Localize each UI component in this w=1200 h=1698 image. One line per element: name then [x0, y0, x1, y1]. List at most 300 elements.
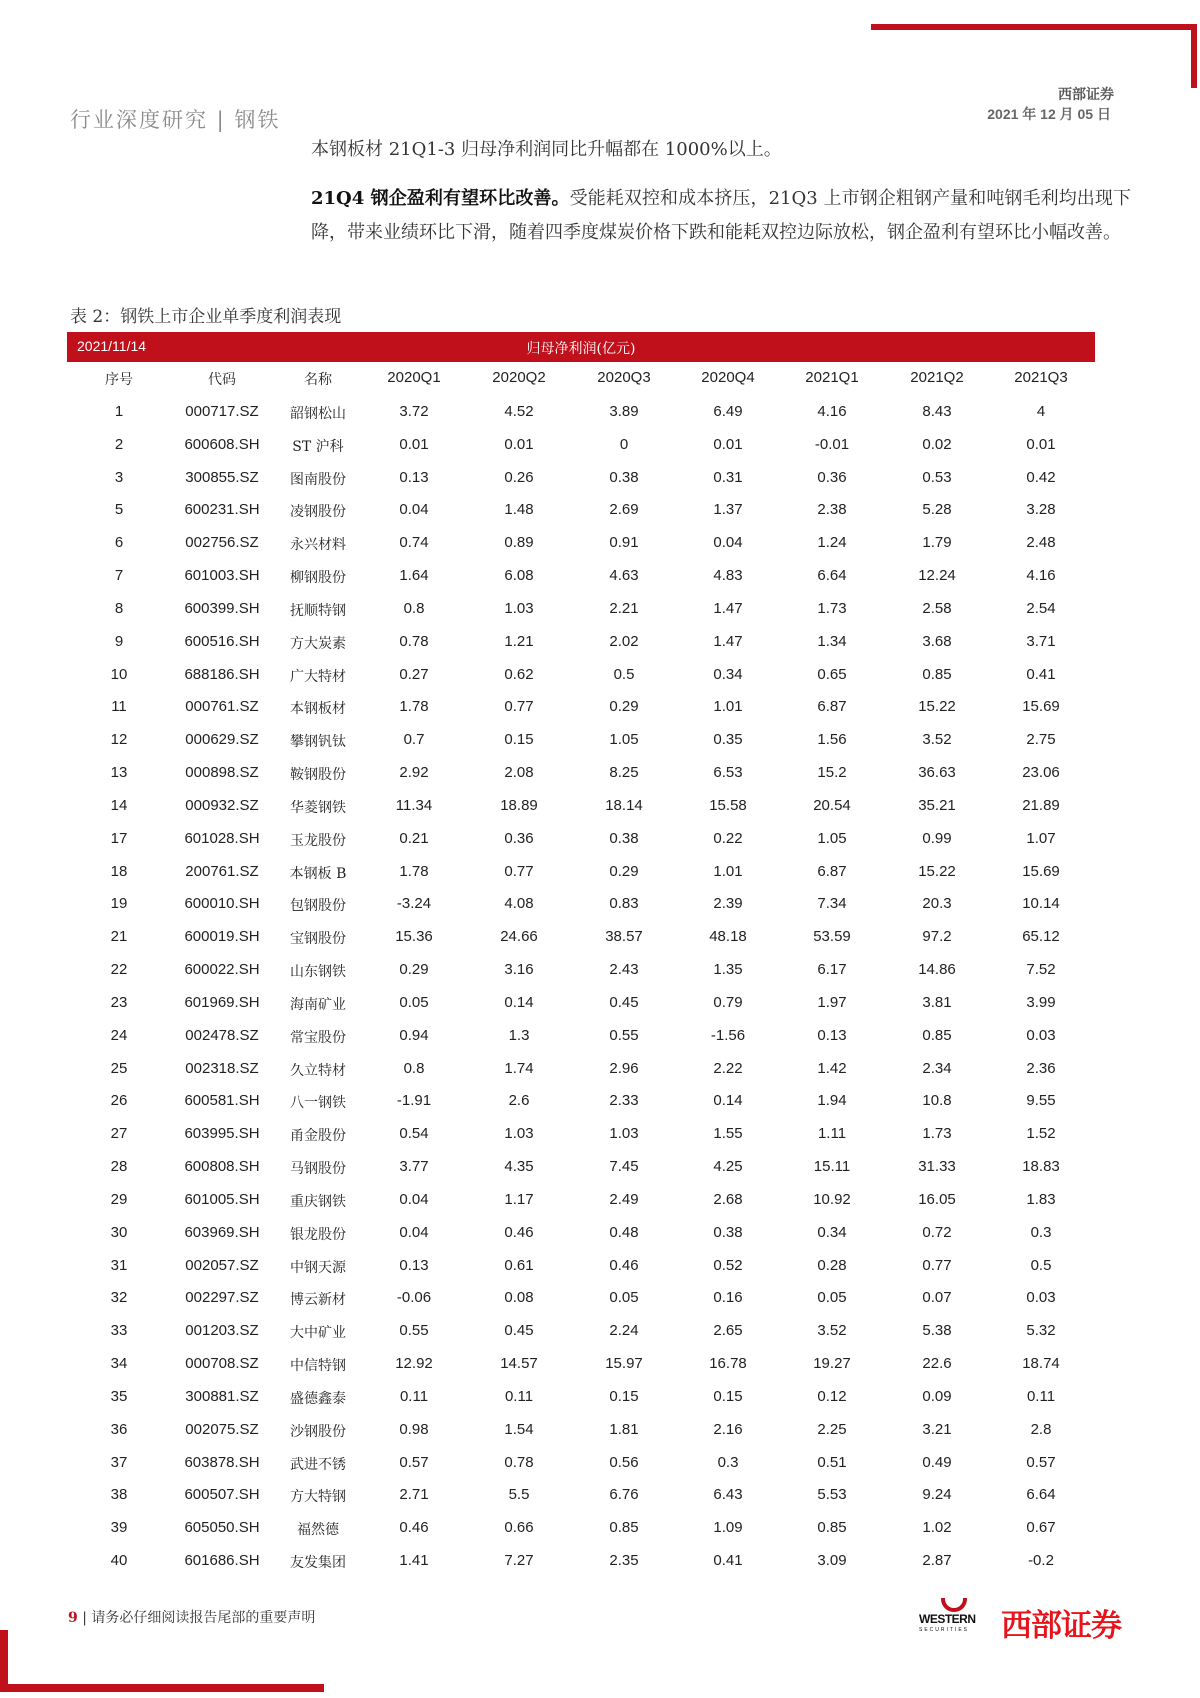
cell-2021q1: -0.01 — [814, 435, 850, 453]
cell-name: 友发集团 — [290, 1555, 346, 1572]
cell-seq: 39 — [110, 1519, 128, 1537]
cell-name: 方大炭素 — [290, 635, 346, 652]
top-red-rule-vertical — [1191, 24, 1197, 88]
cell-2021q1: 1.24 — [817, 534, 847, 552]
cell-name: 八一钢铁 — [290, 1095, 346, 1112]
table-row — [0, 1060, 1200, 1084]
cell-2021q1: 0.12 — [817, 1387, 847, 1405]
table-row — [0, 1552, 1200, 1576]
cell-2021q1: 1.56 — [817, 731, 847, 749]
column-header-seq: 序号 — [105, 372, 133, 388]
cell-2021q3: 0.01 — [1026, 435, 1056, 453]
column-header-2020q2: 2020Q2 — [492, 369, 546, 386]
table-row — [0, 1158, 1200, 1182]
cell-2021q3: 2.48 — [1026, 534, 1056, 552]
cell-2021q2: 22.6 — [922, 1355, 952, 1373]
cell-name: 本钢板 B — [289, 865, 347, 882]
cell-2020q1: 0.13 — [399, 468, 429, 486]
cell-2021q3: 0.57 — [1026, 1453, 1056, 1471]
cell-2021q2: 0.49 — [922, 1453, 952, 1471]
cell-2021q2: 35.21 — [918, 796, 956, 814]
cell-2021q2: 31.33 — [918, 1158, 956, 1176]
cell-seq: 7 — [114, 567, 124, 585]
table-caption: 表 2：钢铁上市企业单季度利润表现 — [70, 307, 342, 327]
cell-seq: 29 — [110, 1190, 128, 1208]
cell-code: 200761.SZ — [185, 862, 259, 880]
cell-2020q4: 0.34 — [713, 665, 743, 683]
cell-2021q2: 15.22 — [918, 698, 956, 716]
cell-2020q3: 3.89 — [609, 403, 639, 420]
cell-2020q1: 0.8 — [403, 599, 425, 617]
cell-2020q2: 4.08 — [504, 895, 534, 913]
cell-seq: 25 — [110, 1059, 128, 1077]
cell-name: 大中矿业 — [290, 1325, 346, 1342]
cell-2021q3: 9.55 — [1026, 1092, 1056, 1110]
cell-2020q1: 1.78 — [399, 862, 429, 880]
cell-2021q2: 3.21 — [922, 1420, 952, 1438]
cell-2020q4: 0.22 — [713, 829, 743, 847]
table-row — [0, 928, 1200, 952]
logo-subtitle: SECURITIES — [919, 1627, 970, 1633]
cell-2020q1: 0.13 — [399, 1256, 429, 1274]
table-row — [0, 1257, 1200, 1281]
cell-2020q1: 0.98 — [399, 1420, 429, 1438]
cell-2021q2: 3.68 — [922, 632, 952, 650]
cell-2021q1: 0.05 — [817, 1289, 847, 1307]
cell-seq: 24 — [110, 1026, 128, 1044]
cell-code: 002297.SZ — [185, 1289, 259, 1307]
cell-2021q3: 0.42 — [1026, 468, 1056, 486]
cell-2021q1: 10.92 — [813, 1190, 851, 1208]
cell-2020q1: 3.77 — [399, 1158, 429, 1176]
cell-2021q2: 2.87 — [922, 1552, 952, 1570]
cell-2020q2: 1.17 — [504, 1190, 534, 1208]
cell-seq: 21 — [110, 928, 128, 946]
table-row — [0, 501, 1200, 525]
cell-2021q3: 4 — [1036, 403, 1046, 420]
cell-seq: 34 — [110, 1355, 128, 1373]
cell-code: 605050.SH — [184, 1519, 260, 1537]
cell-2020q2: 7.27 — [504, 1552, 534, 1570]
cell-name: 攀钢钒钛 — [290, 734, 346, 751]
cell-2020q1: 1.64 — [399, 567, 429, 585]
cell-2021q3: 0.03 — [1026, 1289, 1056, 1307]
cell-2021q2: 20.3 — [922, 895, 952, 913]
cell-name: 玉龙股份 — [290, 832, 346, 849]
cell-2021q1: 2.38 — [817, 501, 847, 519]
cell-code: 600231.SH — [184, 501, 260, 519]
cell-2020q3: 2.24 — [609, 1322, 639, 1340]
cell-2021q3: 1.52 — [1026, 1125, 1056, 1143]
cell-2020q1: 11.34 — [395, 796, 433, 814]
cell-2020q2: 0.15 — [504, 731, 534, 749]
paragraph-2-lead: 21Q4 钢企盈利有望环比改善。 — [311, 188, 570, 209]
cell-2020q2: 0.01 — [504, 435, 534, 453]
cell-seq: 27 — [110, 1125, 128, 1143]
cell-seq: 40 — [110, 1552, 128, 1570]
cell-2020q2: 3.16 — [504, 961, 534, 979]
cell-code: 600808.SH — [184, 1158, 260, 1176]
cell-code: 688186.SH — [184, 665, 260, 683]
cell-seq: 32 — [110, 1289, 128, 1307]
cell-code: 000932.SZ — [185, 796, 259, 814]
footer-separator: | — [82, 1610, 87, 1626]
cell-2021q1: 0.85 — [817, 1519, 847, 1537]
cell-seq: 9 — [114, 632, 124, 650]
cell-2020q4: 6.43 — [713, 1486, 743, 1504]
cell-2020q3: 2.43 — [609, 961, 639, 979]
cell-2020q3: 0.5 — [613, 665, 635, 683]
cell-2021q2: 0.99 — [922, 829, 952, 847]
cell-2020q3: 2.96 — [609, 1059, 639, 1077]
cell-name: 图南股份 — [290, 471, 346, 488]
cell-2021q1: 1.97 — [817, 993, 847, 1011]
cell-2020q3: 0.85 — [609, 1519, 639, 1537]
cell-2020q2: 14.57 — [500, 1355, 538, 1373]
table-row — [0, 1486, 1200, 1510]
cell-seq: 14 — [110, 796, 128, 814]
cell-2020q2: 18.89 — [500, 796, 538, 814]
cell-2020q2: 1.48 — [504, 501, 534, 519]
table-row — [0, 1519, 1200, 1543]
cell-2020q3: 4.63 — [609, 567, 639, 585]
cell-2021q3: 0.3 — [1030, 1223, 1052, 1241]
cell-2020q2: 0.77 — [504, 698, 534, 716]
cell-2021q3: 0.41 — [1026, 665, 1056, 683]
cell-2020q4: 2.39 — [713, 895, 743, 913]
cell-code: 000708.SZ — [185, 1355, 259, 1373]
cell-2020q4: 2.68 — [713, 1190, 743, 1208]
cell-name: 韶钢松山 — [290, 406, 346, 422]
cell-2021q1: 53.59 — [813, 928, 851, 946]
cell-2021q1: 6.87 — [817, 698, 847, 716]
cell-2020q4: 0.14 — [713, 1092, 743, 1110]
cell-2020q2: 0.62 — [504, 665, 534, 683]
cell-2021q2: 15.22 — [918, 862, 956, 880]
top-red-rule — [871, 24, 1197, 30]
cell-name: 重庆钢铁 — [290, 1193, 346, 1210]
column-header-name: 名称 — [304, 372, 332, 388]
cell-name: 柳钢股份 — [290, 570, 346, 587]
table-row — [0, 1421, 1200, 1445]
cell-2020q4: 15.58 — [709, 796, 747, 814]
cell-2020q4: 2.16 — [713, 1420, 743, 1438]
cell-seq: 23 — [110, 993, 128, 1011]
cell-2021q1: 1.05 — [817, 829, 847, 847]
cell-2020q1: 0.46 — [399, 1519, 429, 1537]
table-row — [0, 1454, 1200, 1478]
cell-name: 中信特钢 — [290, 1358, 346, 1375]
cell-2020q4: 0.15 — [713, 1387, 743, 1405]
cell-seq: 30 — [110, 1223, 128, 1241]
paragraph-1: 本钢板材 21Q1-3 归母净利润同比升幅都在 1000%以上。 — [311, 139, 782, 160]
cell-2020q1: 0.78 — [399, 632, 429, 650]
cell-code: 603878.SH — [184, 1453, 260, 1471]
cell-2021q1: 5.53 — [817, 1486, 847, 1504]
cell-code: 002318.SZ — [185, 1059, 259, 1077]
cell-2021q3: 3.99 — [1026, 993, 1056, 1011]
column-header-2021q1: 2021Q1 — [805, 369, 859, 386]
cell-2021q1: 0.51 — [817, 1453, 847, 1471]
cell-2020q4: 2.22 — [713, 1059, 743, 1077]
cell-2020q3: 0.29 — [609, 698, 639, 716]
cell-code: 600608.SH — [184, 435, 260, 453]
cell-code: 002478.SZ — [185, 1026, 259, 1044]
cell-name: 博云新材 — [290, 1292, 346, 1309]
cell-2020q3: 8.25 — [609, 764, 639, 782]
cell-2021q2: 5.28 — [922, 501, 952, 519]
cell-2020q1: 0.27 — [399, 665, 429, 683]
cell-2021q2: 0.85 — [922, 1026, 952, 1044]
cell-name: 山东钢铁 — [290, 964, 346, 981]
cell-2021q1: 15.2 — [817, 764, 847, 782]
table-row — [0, 1322, 1200, 1346]
cell-2020q3: 0.38 — [609, 829, 639, 847]
cell-2021q3: 1.07 — [1026, 829, 1056, 847]
cell-2020q1: 3.72 — [399, 403, 429, 420]
cell-2021q1: 1.73 — [817, 599, 847, 617]
table-row — [0, 666, 1200, 690]
cell-2020q3: 2.21 — [609, 599, 639, 617]
cell-2020q2: 1.21 — [504, 632, 534, 650]
cell-2020q3: 0.45 — [609, 993, 639, 1011]
cell-2021q1: 0.34 — [817, 1223, 847, 1241]
cell-name: 包钢股份 — [290, 898, 346, 915]
cell-name: 福然德 — [297, 1522, 339, 1539]
cell-2021q2: 5.38 — [922, 1322, 952, 1340]
cell-2021q1: 7.34 — [817, 895, 847, 913]
cell-2020q1: 0.55 — [399, 1322, 429, 1340]
cell-name: 广大特材 — [290, 668, 346, 685]
cell-2021q3: 2.8 — [1030, 1420, 1052, 1438]
table-date: 2021/11/14 — [77, 338, 147, 354]
cell-2020q2: 0.46 — [504, 1223, 534, 1241]
column-header-2021q3: 2021Q3 — [1014, 369, 1068, 386]
cell-2020q1: 1.78 — [399, 698, 429, 716]
cell-seq: 38 — [110, 1486, 128, 1504]
cell-2020q1: 0.29 — [399, 961, 429, 979]
cell-2021q2: 1.73 — [922, 1125, 952, 1143]
cell-2020q1: 0.74 — [399, 534, 429, 552]
cell-2020q3: 0.15 — [609, 1387, 639, 1405]
cell-2021q3: 6.64 — [1026, 1486, 1056, 1504]
cell-name: 本钢板材 — [290, 701, 346, 718]
cell-2020q4: 0.01 — [713, 435, 743, 453]
cell-2020q3: 6.76 — [609, 1486, 639, 1504]
cell-2020q2: 4.52 — [504, 403, 534, 420]
page-number: 9 — [68, 1610, 78, 1626]
cell-2020q4: 1.55 — [713, 1125, 743, 1143]
cell-2020q4: 1.47 — [713, 632, 743, 650]
cell-seq: 37 — [110, 1453, 128, 1471]
cell-2020q4: 16.78 — [709, 1355, 747, 1373]
cell-2020q3: 0.46 — [609, 1256, 639, 1274]
cell-2021q2: 16.05 — [918, 1190, 956, 1208]
cell-2020q1: -3.24 — [396, 895, 432, 913]
cell-2021q2: 1.02 — [922, 1519, 952, 1537]
cell-2021q2: 3.81 — [922, 993, 952, 1011]
table-row — [0, 1191, 1200, 1215]
cell-code: 300855.SZ — [185, 468, 259, 486]
cell-2020q2: 2.6 — [508, 1092, 530, 1110]
cell-code: 600010.SH — [184, 895, 260, 913]
cell-2021q3: 0.67 — [1026, 1519, 1056, 1537]
cell-2020q1: 2.92 — [399, 764, 429, 782]
table-row — [0, 1224, 1200, 1248]
cell-2020q1: 15.36 — [395, 928, 433, 946]
footer-notice — [68, 1607, 315, 1627]
cell-seq: 13 — [110, 764, 128, 782]
table-header-bar — [67, 332, 1095, 362]
cell-seq: 10 — [110, 665, 128, 683]
cell-2021q3: 2.54 — [1026, 599, 1056, 617]
cell-code: 000761.SZ — [185, 698, 259, 716]
cell-2020q2: 1.03 — [504, 1125, 534, 1143]
cell-2021q1: 0.28 — [817, 1256, 847, 1274]
table-row — [0, 1125, 1200, 1149]
cell-code: 600022.SH — [184, 961, 260, 979]
table-row — [0, 1289, 1200, 1313]
cell-name: 华菱钢铁 — [290, 799, 346, 816]
cell-2021q2: 0.77 — [922, 1256, 952, 1274]
cell-seq: 2 — [114, 435, 124, 453]
cell-2020q4: -1.56 — [710, 1026, 746, 1044]
logo-chinese: 西部证券 — [1001, 1608, 1121, 1643]
table-row — [0, 436, 1200, 460]
cell-name: 抚顺特钢 — [290, 602, 346, 619]
column-header-code: 代码 — [208, 372, 236, 388]
cell-2021q1: 1.11 — [817, 1125, 847, 1143]
cell-2020q3: 0.83 — [609, 895, 639, 913]
cell-2020q1: 0.7 — [403, 731, 425, 749]
cell-2020q3: 2.33 — [609, 1092, 639, 1110]
cell-name: 久立特材 — [290, 1062, 346, 1079]
cell-2020q3: 0.56 — [609, 1453, 639, 1471]
cell-2021q1: 6.17 — [817, 961, 847, 979]
cell-2020q1: 0.01 — [399, 435, 429, 453]
column-header-2020q3: 2020Q3 — [597, 369, 651, 386]
paragraph-2-body: 受能耗双控和成本挤压，21Q3 上市钢企粗钢产量和吨钢毛利均出现下降，带来业绩环比下滑，随着四季度煤炭价格下跌和能耗双控边际放松，钢企盈利有望环比小幅改善。 — [311, 188, 1131, 243]
table-row — [0, 1092, 1200, 1116]
table-row — [0, 1388, 1200, 1412]
cell-2020q2: 0.78 — [504, 1453, 534, 1471]
cell-2020q2: 1.74 — [504, 1059, 534, 1077]
cell-code: 300881.SZ — [185, 1387, 259, 1405]
cell-2021q3: 5.32 — [1026, 1322, 1056, 1340]
cell-2020q1: -1.91 — [396, 1092, 432, 1110]
cell-name: 永兴材料 — [290, 537, 346, 554]
cell-seq: 1 — [114, 403, 124, 420]
footer-notice-text: 请务必仔细阅读报告尾部的重要声明 — [91, 1610, 316, 1626]
table-unit-title: 归母净利润(亿元) — [526, 341, 636, 357]
table-row — [0, 764, 1200, 788]
cell-name: 盛德鑫泰 — [290, 1390, 346, 1407]
cell-2021q1: 4.16 — [817, 403, 847, 420]
cell-2020q1: 0.11 — [399, 1387, 429, 1405]
cell-2020q3: 0.38 — [609, 468, 639, 486]
cell-code: 000717.SZ — [185, 403, 259, 420]
cell-code: 600399.SH — [184, 599, 260, 617]
cell-2020q3: 2.35 — [609, 1552, 639, 1570]
cell-2020q4: 0.38 — [713, 1223, 743, 1241]
cell-2020q1: 0.04 — [399, 501, 429, 519]
cell-seq: 17 — [110, 829, 128, 847]
cell-seq: 36 — [110, 1420, 128, 1438]
cell-code: 000898.SZ — [185, 764, 259, 782]
cell-2020q2: 1.3 — [508, 1026, 530, 1044]
cell-2021q1: 3.52 — [817, 1322, 847, 1340]
cell-2021q3: 3.28 — [1026, 501, 1056, 519]
table-row — [0, 567, 1200, 591]
cell-2021q1: 20.54 — [813, 796, 851, 814]
bull-horn-icon — [941, 1598, 967, 1612]
cell-2020q4: 0.35 — [713, 731, 743, 749]
table-row — [0, 600, 1200, 624]
cell-2020q2: 0.26 — [504, 468, 534, 486]
table-row — [0, 403, 1200, 427]
cell-2020q4: 6.53 — [713, 764, 743, 782]
cell-code: 002075.SZ — [185, 1420, 259, 1438]
cell-seq: 31 — [110, 1256, 128, 1274]
cell-2020q4: 0.41 — [713, 1552, 743, 1570]
cell-2020q4: 1.09 — [713, 1519, 743, 1537]
cell-2020q1: 0.04 — [399, 1190, 429, 1208]
cell-name: 甬金股份 — [290, 1128, 346, 1145]
cell-2020q1: 0.05 — [399, 993, 429, 1011]
cell-2021q3: 0.03 — [1026, 1026, 1056, 1044]
table-row — [0, 994, 1200, 1018]
cell-2020q3: 2.02 — [609, 632, 639, 650]
cell-2021q2: 0.72 — [922, 1223, 952, 1241]
cell-2021q3: -0.2 — [1028, 1552, 1054, 1570]
cell-2021q2: 3.52 — [922, 731, 952, 749]
cell-code: 601005.SH — [184, 1190, 260, 1208]
cell-code: 600516.SH — [184, 632, 260, 650]
table-row — [0, 895, 1200, 919]
cell-2020q4: 1.01 — [713, 862, 743, 880]
cell-2021q3: 15.69 — [1022, 698, 1060, 716]
cell-2020q2: 5.5 — [508, 1486, 530, 1504]
cell-2021q1: 19.27 — [813, 1355, 851, 1373]
cell-seq: 26 — [110, 1092, 128, 1110]
cell-2020q2: 0.45 — [504, 1322, 534, 1340]
cell-seq: 8 — [114, 599, 124, 617]
cell-seq: 6 — [114, 534, 124, 552]
paragraph-2 — [311, 182, 1131, 249]
cell-2020q3: 2.49 — [609, 1190, 639, 1208]
cell-2021q3: 2.36 — [1026, 1059, 1056, 1077]
cell-2020q2: 0.66 — [504, 1519, 534, 1537]
column-header-2020q1: 2020Q1 — [387, 369, 441, 386]
cell-2021q3: 2.75 — [1026, 731, 1056, 749]
cell-code: 002057.SZ — [185, 1256, 259, 1274]
cell-2020q4: 0.04 — [713, 534, 743, 552]
cell-code: 600019.SH — [184, 928, 260, 946]
cell-name: 马钢股份 — [290, 1161, 346, 1178]
cell-2020q3: 0.55 — [609, 1026, 639, 1044]
cell-2020q4: 4.83 — [713, 567, 743, 585]
cell-2020q3: 7.45 — [609, 1158, 639, 1176]
cell-2021q3: 3.71 — [1026, 632, 1056, 650]
cell-2021q3: 15.69 — [1022, 862, 1060, 880]
cell-2021q3: 10.14 — [1022, 895, 1060, 913]
cell-2020q2: 6.08 — [504, 567, 534, 585]
cell-2020q2: 24.66 — [500, 928, 538, 946]
cell-2021q2: 0.53 — [922, 468, 952, 486]
cell-code: 603969.SH — [184, 1223, 260, 1241]
cell-2021q2: 1.79 — [922, 534, 952, 552]
cell-name: 宝钢股份 — [290, 931, 346, 948]
